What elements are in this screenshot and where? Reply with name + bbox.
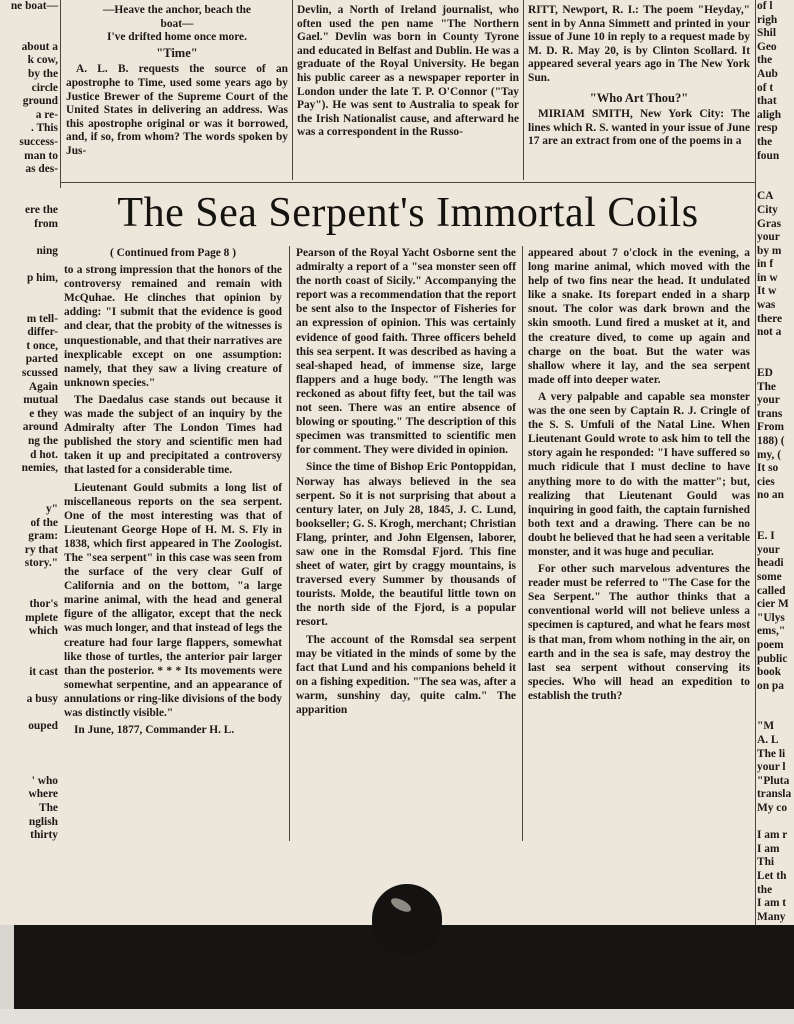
left-edge-fragment (0, 571, 58, 585)
left-edge-fragment (0, 258, 58, 272)
answer-text: RITT, Newport, R. I.: The poem "Heyday," sent in by Anna Simmett and printed in your issue of June 10 in reply to a request made by M. D. R. May 20, is by Clinton Scollard. It appeared several years ago in The New York Sun. (528, 4, 750, 84)
page-edge (0, 1009, 794, 1024)
right-edge-fragment (757, 503, 794, 517)
right-edge-fragment: was (757, 299, 776, 312)
right-edge-fragment: Let th (757, 870, 787, 882)
left-edge-fragment (0, 748, 58, 762)
left-edge-fragment: ground (22, 95, 58, 108)
right-edge-fragment: transla (757, 788, 792, 801)
article-paragraph: The Daedalus case stands out because it was made the subject of an inquiry by the Admiralty after The London Times had published the story and scientific men had taken it up and precipitated a controversy that lasted for a considerable time. (64, 393, 282, 477)
right-edge-fragment: some (757, 570, 782, 583)
continued-note: ( Continued from Page 8 ) (109, 247, 237, 259)
left-edge-fragment: story." (24, 557, 58, 570)
left-edge-fragment: parted (25, 353, 58, 366)
right-edge-fragment: I am r (757, 829, 788, 842)
right-edge-fragment: aligh (757, 108, 782, 121)
left-edge-fragment: d hot. (30, 448, 58, 461)
left-edge-fragment (0, 14, 58, 28)
left-edge-fragment (0, 285, 58, 299)
right-edge-fragment: no an (757, 489, 784, 502)
right-edge-fragment: cies (757, 475, 775, 488)
right-edge-fragment: of t (757, 81, 774, 94)
left-edge-fragment: k cow, (27, 54, 58, 67)
right-edge-fragment: The (757, 380, 776, 393)
column-rule (755, 0, 756, 925)
query-heading: "Who Art Thou?" (589, 90, 689, 105)
left-edge-fragment (0, 177, 58, 191)
top-column-3 (528, 4, 750, 170)
left-edge-fragment: ere the (25, 203, 58, 216)
right-edge-fragment: Shil (757, 27, 776, 40)
left-edge-fragment (0, 680, 58, 694)
left-edge-fragment (0, 231, 58, 245)
left-edge-fragment (0, 27, 58, 41)
article-paragraph: Lieutenant Gould submits a long list of miscellaneous reports on the sea serpent. One of the most interesting was that of Lieutenant George Hope of H. M. S. Fly in 1838, which first appeared in The Zoologist. The "sea serpent" in this case was seen from the surface of the very clear Gulf of California and on the bottom, "a large marine animal, with the head and general figure of the alligator, except that the neck was much longer, and that instead of legs the creature had four large flappers, somewhat like those of turtles, the anterior pair larger than the posterior. * * * Its movements were somewhat serpentine, and an appearance of annulations or ring-like divisions of the body was distinctly visible." (64, 481, 282, 719)
right-edge-fragment (757, 707, 794, 721)
left-edge-fragment (0, 299, 58, 313)
left-edge-fragment: e they (29, 407, 58, 420)
verse-line: —Heave the anchor, beach the (103, 4, 251, 16)
right-edge-fragment: A. L (757, 734, 779, 747)
left-edge-fragment: mplete (25, 611, 58, 624)
left-edge-fragment (0, 761, 58, 775)
article-headline: The Sea Serpent's Immortal Coils (117, 190, 699, 236)
left-edge-fragment: mutual (23, 394, 58, 407)
right-edge-fragment: cier M (757, 598, 789, 611)
right-edge-fragment: headi (757, 557, 784, 570)
left-edge-fragment: a busy (26, 693, 58, 706)
left-edge-fragment: Again (28, 380, 58, 393)
article-paragraph: Pearson of the Royal Yacht Osborne sent the admiralty a report of a "sea monster seen off the north coast of Sicily." Accompanying the report was a recommendation that the report be sent also to the Inspector of Fisheries for an expression of opinion. This was certainly evidence of good faith. Three officers beheld this sea serpent. It was described as having a seal-shaped head, of immense size, large flappers and a huge body. "The length was reckoned as about fifty feet, but the tail was not seen. There was an entire absence of blowing or spouting." The description of this specimen was transmitted to scientific men for comment. They were divided in opinion. (296, 247, 516, 457)
right-edge-fragment: righ (757, 13, 778, 26)
left-edge-fragment: it cast (29, 666, 58, 679)
right-edge-fragment (757, 340, 794, 354)
query-text: A. L. B. requests the source of an apostrophe to Time, used some years ago by Justice Brewer of the Supreme Court of the United States in delivering an address. Was this apostrophe original or was it borrowed, and, if so, from whom? The words spoken by Jus- (66, 63, 288, 157)
right-edge-fragment (757, 693, 794, 707)
left-edge-fragment: ry that (24, 543, 58, 556)
right-edge-fragment: your (757, 231, 780, 244)
right-edge-fragment: your (757, 394, 780, 407)
left-edge-fragment: by the (27, 67, 58, 80)
left-edge-fragment: gram: (28, 530, 58, 543)
right-edge-fragment: the (757, 883, 773, 896)
right-edge-fragment: my, ( (757, 448, 782, 461)
dark-object-shadow (372, 884, 442, 954)
right-edge-fragment: It w (757, 285, 777, 298)
left-edge-fragment: man to (24, 149, 58, 162)
right-edge-fragment: the (757, 135, 773, 148)
left-edge-fragment: The (39, 802, 58, 815)
left-edge-fragment: ne boat— (10, 0, 58, 12)
article-paragraph: A very palpable and capable sea monster was the one seen by Captain R. J. Cringle of the S. S. Umfuli of the Natal Line. When Lieutenant Gould wrote to ask him to tell the story again he responded: "I have suffered so much ridicule that I must decline to have anything more to do with the matter"; but, realizing that Lieutenant Gould was inquiring in good faith, the captain furnished both text and a drawing. There can be no doubt he believed that he had seen a veritable monster, and it was huge and peculiar. (528, 390, 750, 558)
right-edge-fragment: ems," (757, 625, 786, 638)
right-edge-fragment: that (757, 95, 777, 108)
right-edge-fragment: there (757, 312, 783, 325)
left-edge-fragment: thirty (30, 829, 58, 842)
left-edge-fragment (0, 476, 58, 490)
right-edge-fragment: My co (757, 802, 788, 815)
right-edge-fragment: Gras (757, 217, 782, 230)
verse-line: boat— (160, 17, 194, 30)
column-rule (60, 0, 61, 188)
left-edge-fragment: t once, (26, 339, 58, 352)
right-edge-fragment (757, 517, 794, 531)
left-edge-fragment: differ- (27, 326, 58, 339)
article-paragraph: In June, 1877, Commander H. L. (74, 724, 235, 737)
right-edge-fragment (757, 353, 794, 367)
left-edge-fragment: success- (19, 135, 58, 148)
column-rule (522, 246, 523, 841)
left-edge-fragment: ng the (27, 435, 58, 447)
left-edge-fragment: scussed (21, 367, 58, 380)
article-paragraph: Since the time of Bishop Eric Pontoppidan, Norway has always believed in the sea serpent. So it is not surprising that about a century later, on July 28, 1845, J. C. Lund, bookseller; G. S. Krogh, merchant; Christian Flang, printer, and John Elgensen, laborer, saw one in the Romsdal Fjord. This fine sheet of water, girt by craggy mountains, is traversed every Summer by thousands of tourists. Molde, the beautiful little town on the north side of the Fjord, is a popular resort. (296, 461, 516, 629)
left-edge-fragment (0, 734, 58, 748)
right-edge-fragments (757, 0, 794, 938)
right-edge-fragment: 188) ( (757, 435, 785, 447)
right-edge-fragment: the (757, 54, 773, 67)
right-edge-fragment: your l (757, 761, 786, 774)
left-edge-fragment (0, 585, 58, 599)
top-column-1 (66, 4, 288, 170)
right-edge-fragment: in w (757, 271, 778, 284)
left-edge-fragment: ning (36, 244, 58, 257)
right-edge-fragment: From (757, 421, 784, 434)
section-rule (60, 182, 756, 183)
column-rule (523, 0, 524, 180)
right-edge-fragment: in f (757, 258, 774, 271)
right-edge-fragment: on pa (757, 679, 784, 692)
left-edge-fragment: as des- (25, 163, 58, 176)
answer-text: Devlin, a North of Ireland journalist, who often used the pen name "The Northern Gael." Devlin was born in County Tyrone and educated in Belfast and Dublin. He was a graduate of the Royal University. He began his public career as a newspaper reporter in London under the late T. P. O'Connor ("Tay Pay"). He was sent to Australia to speak for the Irish Nationalist cause, and afterward he was a correspondent in the Russo- (297, 4, 519, 139)
right-edge-fragment: Aub (757, 67, 778, 80)
right-edge-fragment: I am (757, 842, 780, 855)
left-edge-fragment: about a (21, 40, 58, 53)
left-edge-fragment: ouped (28, 720, 58, 733)
left-edge-fragment: p him, (26, 271, 58, 284)
article-paragraph: appeared about 7 o'clock in the evening, a long marine animal, which moved with the help of two fins near the head. It undulated like a snake. Its forepart ended in a sharp snout. The color was dark brown and the skin smooth. Lund fired a musket at it, and the creature dived, to come up again and charge on the boat. But the water was shallow where it lay, and the sea serpent made off into deeper water. (528, 247, 750, 386)
article-column-2 (296, 246, 516, 720)
right-edge-fragment: "Pluta (757, 774, 790, 787)
right-edge-fragment: "Ulys (757, 611, 785, 624)
article-paragraph: For other such marvelous adventures the reader must be referred to "The Case for the Sea Serpent." The author thinks that a conventional world will not believe unless a specimen is captured, and what he fears most is that man, from whom nothing in the air, on earth and in the sea is safe, may destroy the last sea serpent without conserving its species. Who will head an expedition to establish the truth? (528, 563, 750, 702)
right-edge-fragment: public (757, 652, 788, 665)
right-edge-fragment: City (757, 203, 778, 216)
right-edge-fragment: Many (757, 910, 786, 923)
right-edge-fragment: your (757, 543, 780, 556)
left-edge-fragment: where (28, 788, 58, 801)
right-edge-fragment: ED (757, 367, 773, 380)
right-edge-fragment: The li (757, 747, 786, 760)
query-heading: "Time" (156, 45, 198, 60)
right-edge-fragment: not a (757, 326, 782, 339)
right-edge-fragment: resp (757, 122, 778, 135)
right-edge-fragment: poem (757, 638, 784, 651)
right-edge-fragment (757, 163, 794, 177)
article-paragraph: The account of the Romsdal sea serpent may be vitiated in the minds of some by the fact that Lund and his companions beheld it on a fishing expedition. "The sea was, after a warm, sunshiny day, quite calm." The apparition (296, 633, 516, 716)
right-edge-fragment: Thi (757, 856, 775, 869)
right-edge-fragment: CA (757, 190, 774, 203)
answer-text: MIRIAM SMITH, New York City: The lines which R. S. wanted in your issue of June 17 are an extract from one of the poems in a (528, 108, 750, 148)
right-edge-fragment: trans (757, 407, 783, 420)
column-rule (289, 246, 290, 841)
column-rule (292, 0, 293, 180)
article-column-1 (64, 246, 282, 740)
left-edge-fragments (0, 0, 58, 843)
top-column-2 (297, 4, 519, 170)
right-edge-fragment: book (757, 666, 782, 679)
left-edge-fragment: around (22, 421, 58, 434)
right-edge-fragment: "M (757, 720, 775, 733)
left-edge-fragment (0, 489, 58, 503)
left-edge-fragment: circle (31, 81, 58, 94)
right-edge-fragment: called (757, 584, 786, 597)
right-edge-fragment: E. I (757, 530, 775, 543)
article-paragraph: to a strong impression that the honors of the controversy remained and remain with McQuhae. He clinches that opinion by adding: "I submit that the evidence is good and clear, that the probity of the witnesses is unquestionable, and that their narratives are inexplicable except on one assumption: namely, that they saw a living creature of unknown species." (64, 264, 282, 389)
right-edge-fragment: of l (757, 0, 773, 12)
left-edge-fragment: from (34, 217, 58, 230)
left-edge-fragment: which (28, 625, 58, 638)
left-edge-fragment (0, 639, 58, 653)
right-edge-fragment: Geo (757, 40, 777, 53)
left-edge-fragment (0, 653, 58, 667)
left-edge-fragment: nglish (28, 815, 58, 828)
right-edge-fragment (757, 177, 794, 191)
right-edge-fragment: It so (757, 462, 779, 475)
left-edge-fragment: a re- (35, 108, 58, 121)
left-edge-fragment (0, 190, 58, 204)
left-edge-fragment: . This (30, 122, 58, 135)
article-column-3 (528, 246, 750, 706)
right-edge-fragment: I am t (757, 897, 787, 910)
right-edge-fragment: foun (757, 149, 780, 162)
right-edge-fragment (757, 816, 794, 830)
left-edge-fragment: of the (30, 516, 58, 529)
left-edge-fragment: m tell- (26, 312, 58, 325)
left-edge-fragment (0, 707, 58, 721)
left-edge-fragment: y" (45, 502, 58, 515)
left-edge-fragment: nemies, (21, 462, 58, 475)
left-edge-fragment: thor's (29, 598, 58, 611)
right-edge-fragment: by m (757, 244, 782, 257)
verse-line: I've drifted home once more. (107, 31, 247, 44)
left-edge-fragment: ' who (31, 774, 58, 787)
